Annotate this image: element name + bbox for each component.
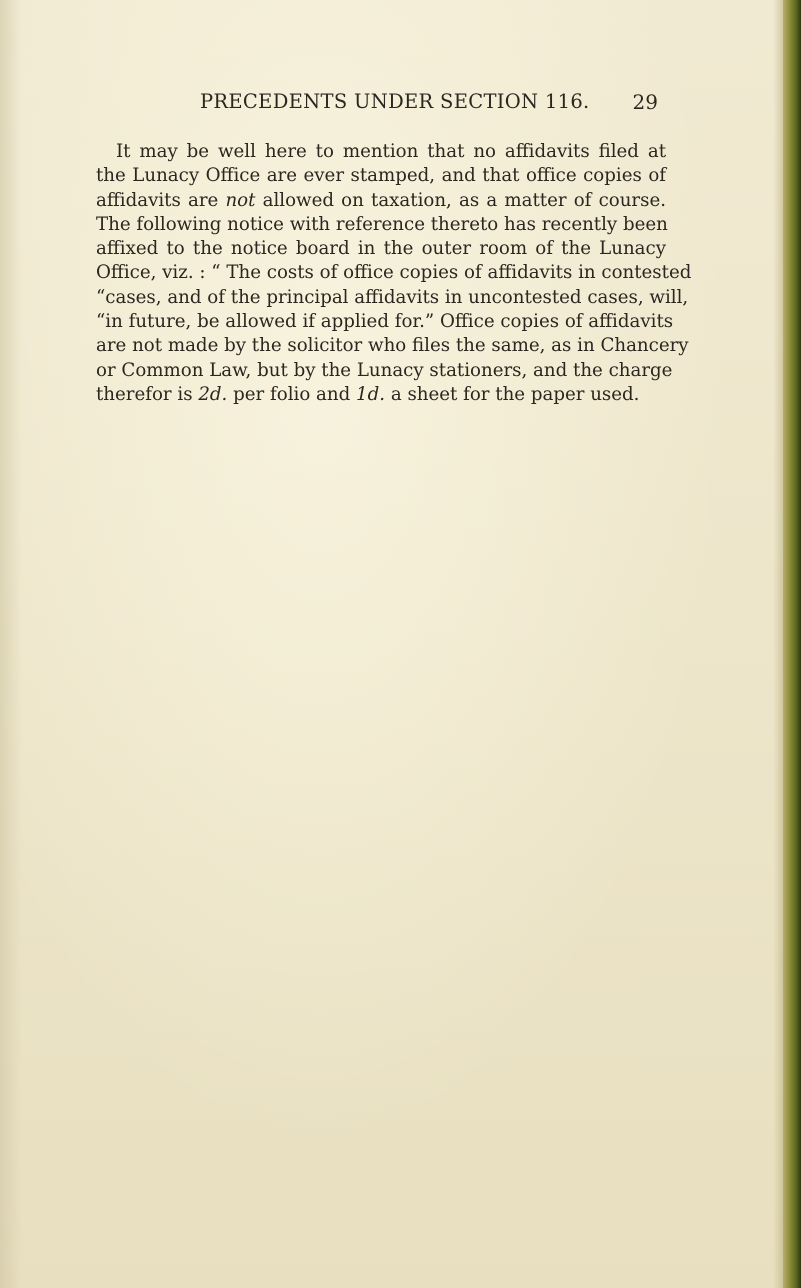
text-line: Office, viz. : “ The costs of office copies of affidavits in contested — [96, 262, 692, 284]
italic-word: 2d. — [198, 383, 228, 405]
page-number: 29 — [632, 90, 658, 114]
text-line: It may be well here to mention that no affidavits filed at — [116, 141, 666, 162]
text-line: affidavits are not allowed on taxation, as a matter of course. — [96, 189, 666, 211]
page-edge-binding — [783, 0, 801, 1288]
page-header — [170, 88, 660, 118]
text-line: or Common Law, but by the Lunacy stationers, and the charge — [96, 359, 673, 381]
text-line: the Lunacy Office are ever stamped, and that office copies of — [96, 165, 666, 187]
text-line: therefor is 2d. per folio and 1d. a sheet for the paper used. — [96, 383, 640, 405]
text-line: “in future, be allowed if applied for.” Office copies of affidavits — [96, 311, 674, 333]
text-line: affixed to the notice board in the outer room of the Lunacy — [96, 238, 666, 260]
page-edge-shading — [773, 0, 783, 1288]
body-paragraph — [96, 140, 692, 407]
text-line: are not made by the solicitor who files the same, as in Chancery — [96, 335, 689, 357]
page-gutter-shadow — [0, 0, 22, 1288]
text-line: “cases, and of the principal affidavits in uncontested cases, will, — [96, 286, 689, 308]
italic-word: 1d. — [356, 383, 386, 405]
running-head: PRECEDENTS UNDER SECTION 116. — [200, 90, 590, 113]
italic-word: not — [225, 189, 256, 211]
text-line: The following notice with reference thereto has recently been — [96, 213, 668, 235]
